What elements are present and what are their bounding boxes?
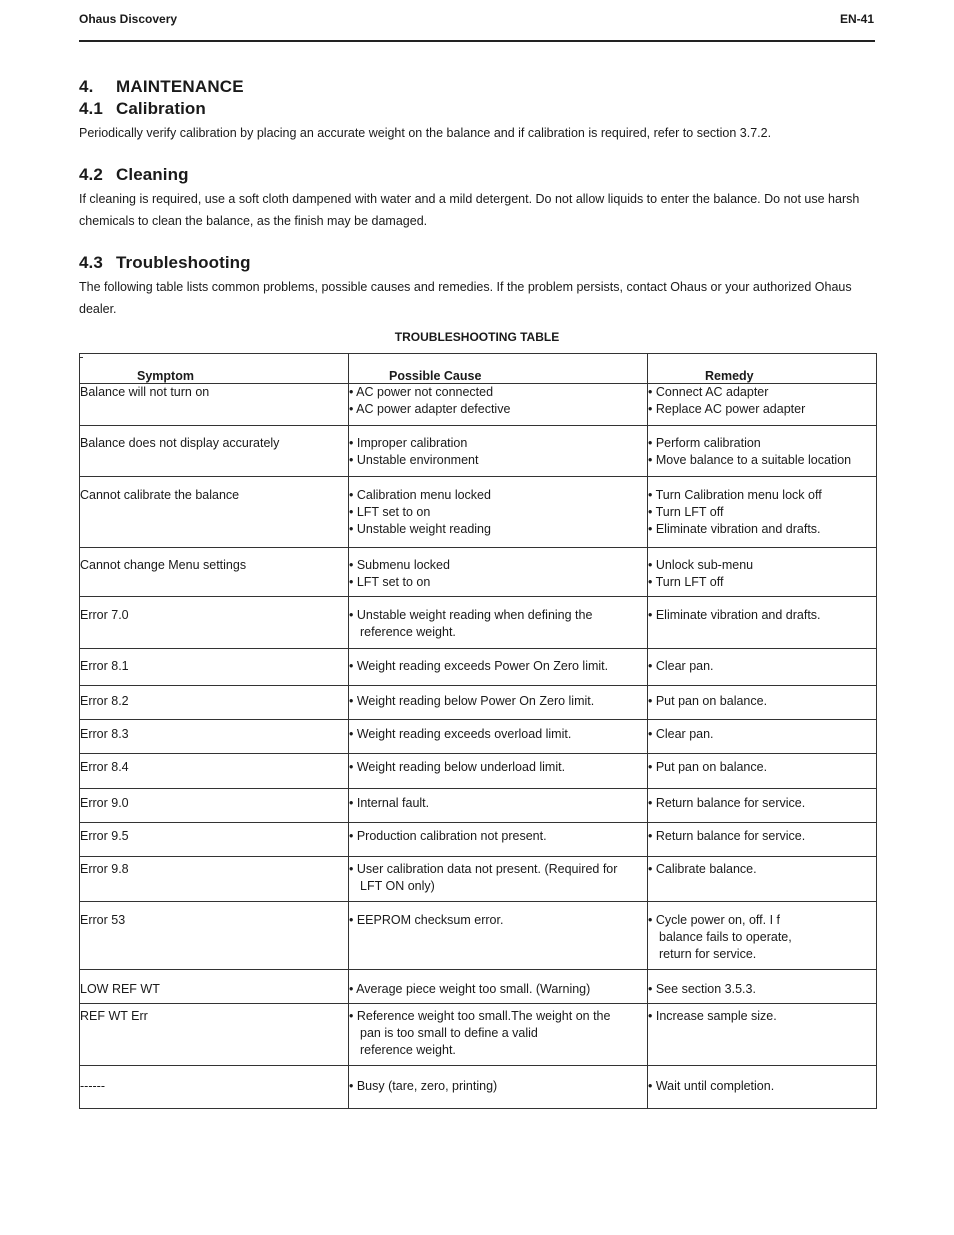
remedy-line: return for service. <box>659 947 757 961</box>
table-row <box>80 597 877 649</box>
symptom-cell <box>80 597 349 649</box>
subsection-number: 4.3 <box>79 253 103 272</box>
calibration-paragraph: Periodically verify calibration by placing an accurate weight on the balance and if calibration is required, refer to section 3.7.2. <box>79 126 772 140</box>
table-row <box>80 857 877 902</box>
remedy-line: • Put pan on balance. <box>648 694 768 708</box>
page-number: EN-41 <box>839 12 874 26</box>
cause-line: • EEPROM checksum error. <box>349 913 504 927</box>
symptom-cell <box>80 686 349 720</box>
remedy-line: • Eliminate vibration and drafts. <box>648 608 821 622</box>
remedy-line: • Clear pan. <box>648 727 714 741</box>
column-header-remedy: Remedy <box>648 354 877 384</box>
remedy-line: • Return balance for service. <box>648 829 806 843</box>
cause-line: • Unstable weight reading when defining the <box>349 608 593 622</box>
cause-line: • Calibration menu locked <box>349 488 491 502</box>
cause-cell <box>349 902 648 970</box>
subsection-title: Cleaning <box>116 165 189 184</box>
cause-line: • Weight reading below Power On Zero limit. <box>349 694 595 708</box>
remedy-line: • Return balance for service. <box>648 796 806 810</box>
remedy-line: • Eliminate vibration and drafts. <box>648 522 821 536</box>
remedy-cell <box>648 477 877 548</box>
cause-cell <box>349 597 648 649</box>
symptom-cell <box>80 789 349 823</box>
symptom-text: REF WT Err <box>80 1009 148 1023</box>
section-heading <box>79 77 244 97</box>
remedy-line: • Turn Calibration menu lock off <box>648 488 822 502</box>
table-row <box>80 477 877 548</box>
cause-line: • LFT set to on <box>349 505 431 519</box>
subsection-number: 4.2 <box>79 165 103 184</box>
table-row <box>80 1004 877 1066</box>
remedy-line: • Turn LFT off <box>648 575 724 589</box>
cause-cell <box>349 477 648 548</box>
remedy-cell <box>648 548 877 597</box>
symptom-cell <box>80 426 349 477</box>
cause-cell <box>349 686 648 720</box>
remedy-line: • Wait until completion. <box>648 1079 775 1093</box>
remedy-cell <box>648 720 877 754</box>
cause-line: • User calibration data not present. (Required for <box>349 862 618 876</box>
symptom-cell <box>80 384 349 426</box>
remedy-line: • Unlock sub-menu <box>648 558 754 572</box>
cause-line: • Weight reading exceeds overload limit. <box>349 727 572 741</box>
symptom-cell <box>80 823 349 857</box>
section-number: 4. <box>79 77 94 96</box>
remedy-cell <box>648 649 877 686</box>
subsection-title: Troubleshooting <box>116 253 251 272</box>
cause-line: • Unstable weight reading <box>349 522 491 536</box>
cause-line: • Improper calibration <box>349 436 468 450</box>
remedy-cell <box>648 754 877 789</box>
table-row <box>80 426 877 477</box>
cause-line: • Unstable environment <box>349 453 479 467</box>
cause-line: pan is too small to define a valid <box>360 1026 538 1040</box>
cause-cell <box>349 857 648 902</box>
symptom-text: Error 9.0 <box>80 796 129 810</box>
remedy-cell <box>648 970 877 1004</box>
table-row <box>80 1066 877 1109</box>
cause-cell <box>349 1066 648 1109</box>
cause-cell <box>349 548 648 597</box>
remedy-cell <box>648 384 877 426</box>
table-row <box>80 686 877 720</box>
cause-cell <box>349 823 648 857</box>
symptom-cell <box>80 1066 349 1109</box>
cause-line: LFT ON only) <box>360 879 435 893</box>
remedy-cell <box>648 597 877 649</box>
subsection-title: Calibration <box>116 99 206 118</box>
troubleshooting-table <box>79 353 877 1109</box>
symptom-cell <box>80 970 349 1004</box>
table-body <box>80 384 877 1109</box>
table-caption: TROUBLESHOOTING TABLE <box>394 330 560 344</box>
cause-line: • Production calibration not present. <box>349 829 547 843</box>
symptom-cell <box>80 754 349 789</box>
cause-line: • Reference weight too small.The weight on the <box>349 1009 611 1023</box>
cause-cell <box>349 649 648 686</box>
cause-line: • Busy (tare, zero, printing) <box>349 1079 498 1093</box>
cause-cell <box>349 789 648 823</box>
cause-cell <box>349 1004 648 1066</box>
table-row <box>80 902 877 970</box>
symptom-text: Error 9.8 <box>80 862 129 876</box>
table-row <box>80 754 877 789</box>
subsection-heading-cleaning <box>79 165 189 185</box>
symptom-text: Error 8.2 <box>80 694 129 708</box>
remedy-line: • Clear pan. <box>648 659 714 673</box>
cause-cell <box>349 754 648 789</box>
table-row <box>80 384 877 426</box>
remedy-line: • Connect AC adapter <box>648 385 769 399</box>
cause-line: • AC power not connected <box>349 385 494 399</box>
column-header-symptom: Symptom <box>80 354 349 384</box>
running-header-title: Ohaus Discovery <box>79 12 178 26</box>
remedy-line: • Move balance to a suitable location <box>648 453 852 467</box>
symptom-cell <box>80 857 349 902</box>
symptom-text: Error 8.1 <box>80 659 129 673</box>
table-row <box>80 970 877 1004</box>
table-row <box>80 823 877 857</box>
symptom-cell <box>80 649 349 686</box>
symptom-cell <box>80 477 349 548</box>
remedy-line: • Turn LFT off <box>648 505 724 519</box>
remedy-line: • Calibrate balance. <box>648 862 757 876</box>
symptom-text: Balance will not turn on <box>80 385 210 399</box>
symptom-text: Error 8.4 <box>80 760 129 774</box>
remedy-cell <box>648 1004 877 1066</box>
table-header-row <box>80 354 877 384</box>
cleaning-paragraph: If cleaning is required, use a soft cloth dampened with water and a mild detergent. Do not allow liquids to enter the balance. Do not use harsh chemicals to clean the balance, as the finish may be damaged. <box>79 192 860 228</box>
cause-cell <box>349 970 648 1004</box>
header-rule <box>79 40 875 42</box>
symptom-text: Cannot calibrate the balance <box>80 488 240 502</box>
symptom-text: Error 8.3 <box>80 727 129 741</box>
table-row <box>80 548 877 597</box>
troubleshooting-paragraph: The following table lists common problems, possible causes and remedies. If the problem persists, contact Ohaus or your authorized Ohaus dealer. <box>79 280 852 316</box>
symptom-cell <box>80 548 349 597</box>
symptom-text: Error 9.5 <box>80 829 129 843</box>
subsection-heading-calibration <box>79 99 206 119</box>
symptom-text: ------ <box>80 1079 105 1093</box>
remedy-line: • Replace AC power adapter <box>648 402 806 416</box>
cause-cell <box>349 720 648 754</box>
symptom-text: Error 7.0 <box>80 608 129 622</box>
symptom-text: Error 53 <box>80 913 126 927</box>
remedy-line: balance fails to operate, <box>659 930 792 944</box>
cause-line: • Internal fault. <box>349 796 430 810</box>
cause-line: • AC power adapter defective <box>349 402 511 416</box>
table-row <box>80 789 877 823</box>
cause-line: • LFT set to on <box>349 575 431 589</box>
remedy-cell <box>648 823 877 857</box>
table-row <box>80 720 877 754</box>
remedy-cell <box>648 686 877 720</box>
remedy-line: • Cycle power on, off. I f <box>648 913 780 927</box>
cause-line: reference weight. <box>360 625 456 639</box>
remedy-line: • See section 3.5.3. <box>648 982 756 996</box>
remedy-cell <box>648 902 877 970</box>
remedy-line: • Perform calibration <box>648 436 761 450</box>
table-row <box>80 649 877 686</box>
table-corner-mark <box>80 357 83 358</box>
cause-cell <box>349 384 648 426</box>
cause-line: reference weight. <box>360 1043 456 1057</box>
cause-cell <box>349 426 648 477</box>
cause-line: • Submenu locked <box>349 558 450 572</box>
remedy-cell <box>648 426 877 477</box>
symptom-cell <box>80 720 349 754</box>
cause-line: • Weight reading exceeds Power On Zero limit. <box>349 659 609 673</box>
remedy-cell <box>648 857 877 902</box>
section-title: MAINTENANCE <box>116 77 244 96</box>
subsection-number: 4.1 <box>79 99 103 118</box>
subsection-heading-troubleshooting <box>79 253 251 273</box>
column-header-cause: Possible Cause <box>349 354 648 384</box>
symptom-text: LOW REF WT <box>80 982 160 996</box>
remedy-line: • Put pan on balance. <box>648 760 768 774</box>
symptom-cell <box>80 1004 349 1066</box>
symptom-cell <box>80 902 349 970</box>
remedy-cell <box>648 789 877 823</box>
remedy-cell <box>648 1066 877 1109</box>
symptom-text: Balance does not display accurately <box>80 436 280 450</box>
remedy-line: • Increase sample size. <box>648 1009 777 1023</box>
cause-line: • Average piece weight too small. (Warning) <box>349 982 591 996</box>
cause-line: • Weight reading below underload limit. <box>349 760 566 774</box>
symptom-text: Cannot change Menu settings <box>80 558 247 572</box>
